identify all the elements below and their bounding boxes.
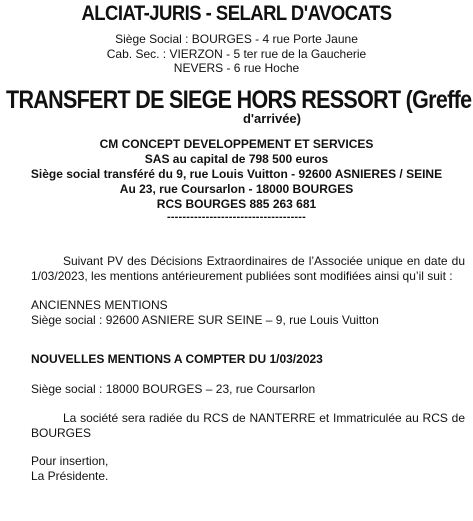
- anciennes-siege: Siège social : 92600 ASNIERE SUR SEINE – 9, rue Louis Vuitton: [31, 312, 379, 327]
- company-name: CM CONCEPT DEVELOPPEMENT ET SERVICES: [99, 136, 374, 151]
- firm-address-line: Siège Social : BOURGES - 4 rue Porte Jaune: [115, 32, 358, 46]
- intro-paragraph: Suivant PV des Décisions Extraordinaires de l’Associée unique en date du 1/03/2023, les mentions antérieurement publiées sont modifiées ainsi qu’il suit :: [31, 253, 465, 283]
- notice-body: [31, 254, 465, 484]
- firm-addresses: [4, 32, 469, 76]
- legal-notice: [0, 2, 473, 521]
- radiation-paragraph: La société sera radiée du RCS de NANTERRE et Immatriculée au RCS de BOURGES: [31, 410, 465, 440]
- company-new-seat: Au 23, rue Coursarlon - 18000 BOURGES: [119, 181, 354, 196]
- signature-line: La Présidente.: [31, 468, 109, 483]
- anciennes-mentions: [31, 298, 465, 328]
- company-rcs: RCS BOURGES 885 263 681: [156, 196, 317, 211]
- firm-address-line: NEVERS - 6 rue Hoche: [173, 61, 300, 75]
- nouvelles-mentions-title: NOUVELLES MENTIONS A COMPTER DU 1/03/2023: [31, 351, 323, 366]
- firm-address-line: Cab. Sec. : VIERZON - 5 ter rue de la Gaucherie: [106, 46, 367, 61]
- closing-line: Pour insertion,: [31, 453, 109, 468]
- notice-title-continuation: d'arrivée): [242, 110, 301, 126]
- company-capital: SAS au capital de 798 500 euros: [144, 151, 329, 166]
- closing: [31, 454, 465, 484]
- section-divider: ------------------------------------: [166, 210, 307, 223]
- nouvelles-siege: Siège social : 18000 BOURGES – 23, rue Coursarlon: [31, 381, 316, 396]
- company-details: [4, 137, 469, 212]
- firm-name: ALCIAT-JURIS - SELARL D'AVOCATS: [81, 2, 392, 25]
- company-old-seat: Siège social transféré du 9, rue Louis Vuitton - 92600 ASNIERES / SEINE: [30, 166, 443, 181]
- notice-title: TRANSFERT DE SIEGE HORS RESSORT (Greffe: [6, 85, 472, 114]
- anciennes-mentions-title: ANCIENNES MENTIONS: [31, 297, 168, 312]
